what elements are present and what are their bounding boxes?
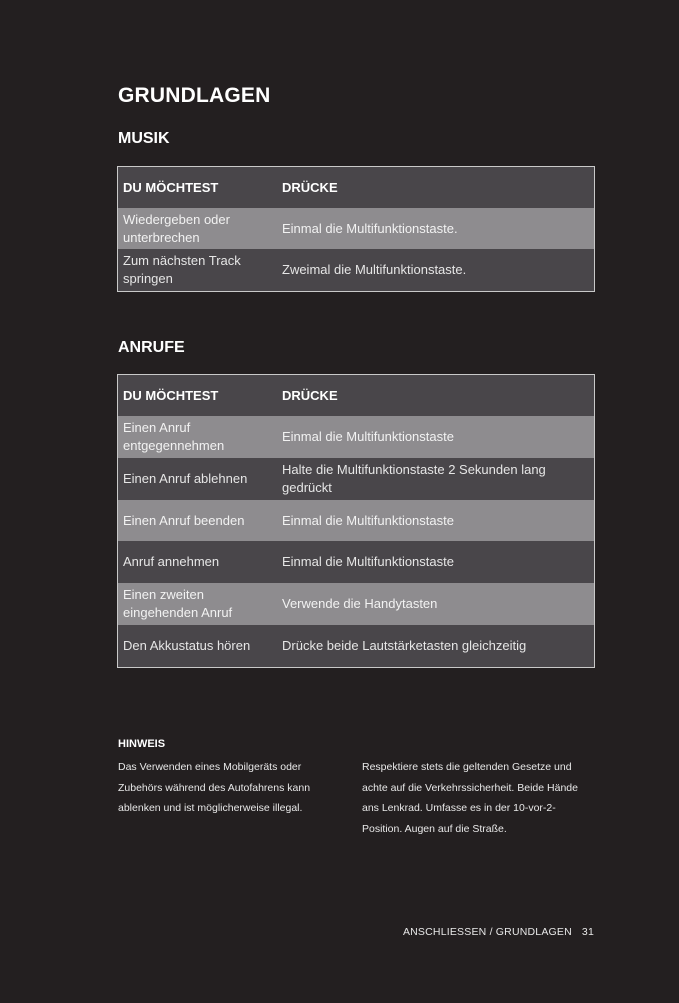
row-action: Einen Anruf ablehnen [123,471,248,486]
table-row [118,625,594,667]
anrufe-table [117,374,595,668]
row-action: Einen Anruf beenden [123,512,245,528]
header-du-moechtest: DU MÖCHTEST [123,179,219,195]
row-action: Wiedergeben oder unterbrechen [123,211,230,245]
table-row [118,208,594,249]
row-action: Zum nächsten Track springen [123,253,241,286]
page-footer [403,926,594,938]
header-druecke: DRÜCKE [282,387,338,403]
row-action: Anruf annehmen [123,554,220,569]
hinweis-title: HINWEIS [118,738,166,750]
header-du-moechtest: DU MÖCHTEST [123,387,219,403]
musik-table [117,166,595,292]
header-druecke: DRÜCKE [282,179,338,195]
page-title: GRUNDLAGEN [118,84,271,107]
row-action: Den Akkustatus hören [123,638,251,653]
hinweis-right-text: Respektiere stets die geltenden Gesetze und achte auf die Verkehrssicherheit. Beide Hände ans Lenkrad. Umfasse es in der 10-vor-2-Position. Augen auf die Straße. [362,761,578,835]
table-row [118,583,594,625]
table-row [118,249,594,291]
row-press: Einmal die Multifunktionstaste [282,512,454,528]
row-press: Zweimal die Multifunktionstaste. [282,262,467,277]
anrufe-section-title: ANRUFE [118,339,185,356]
row-press: Verwende die Handytasten [282,596,438,611]
footer-section-label: ANSCHLIESSEN / GRUNDLAGEN [402,926,572,938]
row-action: Einen Anruf entgegennehmen [123,420,225,453]
row-press: Einmal die Multifunktionstaste. [282,220,458,236]
table-row [118,416,594,458]
row-press: Einmal die Multifunktionstaste [282,429,454,444]
row-press: Halte die Multifunktionstaste 2 Sekunden lang gedrückt [282,462,546,495]
table-row [118,500,594,541]
musik-section-title: MUSIK [118,130,170,147]
page-number: 31 [581,926,594,938]
table-row [118,458,594,500]
row-press: Drücke beide Lautstärketasten gleichzeitig [282,638,527,653]
table-header-row [118,167,594,208]
table-header-row [118,375,594,416]
row-press: Einmal die Multifunktionstaste [282,554,454,569]
hinweis-left-text: Das Verwenden eines Mobilgeräts oder Zubehörs während des Autofahrens kann ablenken und ist möglicherweise illegal. [118,761,311,814]
row-action: Einen zweiten eingehenden Anruf [123,587,233,620]
table-row [118,541,594,583]
